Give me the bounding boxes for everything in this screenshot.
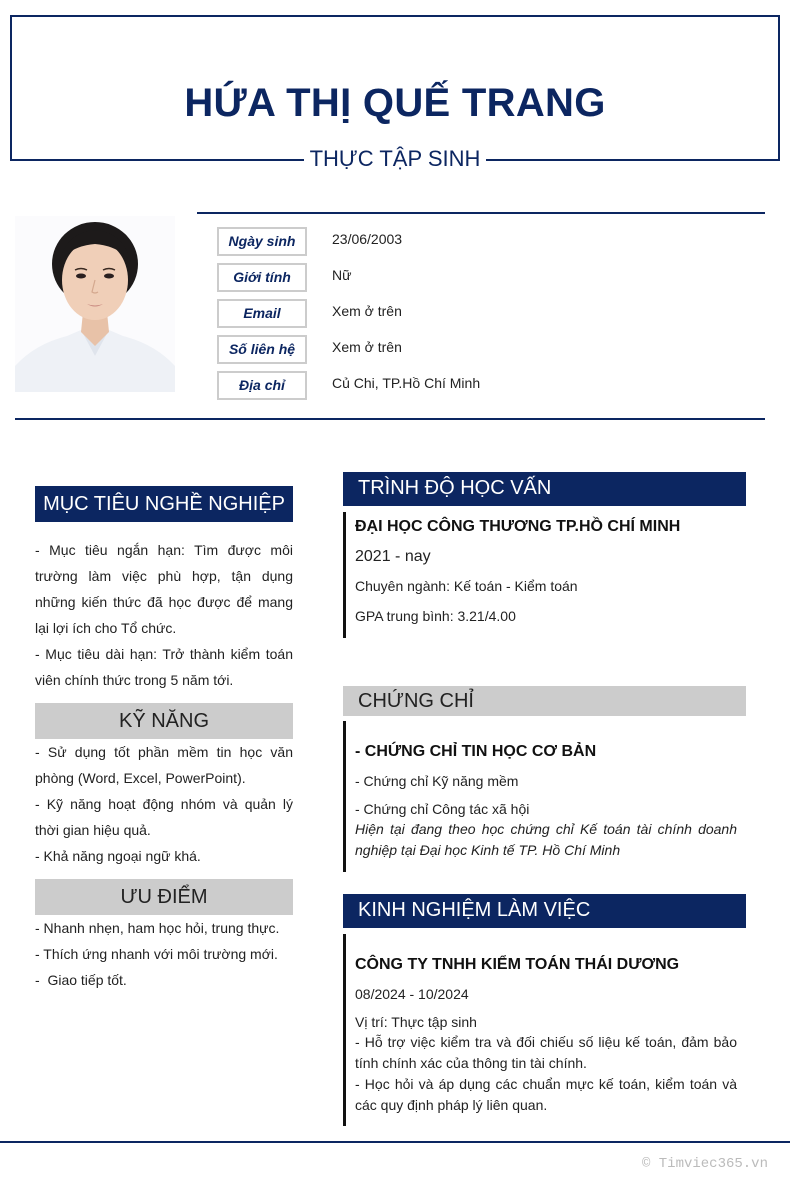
strength-item: - Giao tiếp tốt. (35, 972, 127, 988)
info-row-birthdate (217, 227, 757, 256)
skills-text (35, 739, 293, 869)
certificate-item: - Chứng chỉ Kỹ năng mềm (355, 773, 519, 789)
phone-value: Xem ở trên (332, 339, 402, 355)
phone-label: Số liên hệ (217, 335, 307, 364)
certificate-item: - Chứng chỉ Công tác xã hội (355, 801, 530, 817)
strength-item: - Nhanh nhẹn, ham học hỏi, trung thực. (35, 920, 280, 936)
skill-item: - Kỹ năng hoạt động nhóm và quản lý thời gian hiệu quả. (35, 796, 293, 838)
school-name: ĐẠI HỌC CÔNG THƯƠNG TP.HỒ CHÍ MINH (355, 518, 681, 535)
job-title: THỰC TẬP SINH (304, 146, 486, 172)
experience-duty: - Học hỏi và áp dụng các chuẩn mực kế toán, kiểm toán và các quy định pháp lý liên quan. (355, 1076, 737, 1113)
section-education-header: TRÌNH ĐỘ HỌC VẤN (343, 472, 746, 506)
company-name: CÔNG TY TNHH KIỂM TOÁN THÁI DƯƠNG (355, 956, 680, 973)
education-major: Chuyên ngành: Kế toán - Kiểm toán (355, 578, 578, 594)
objective-short-term: - Mục tiêu ngắn hạn: Tìm được môi trường làm việc phù hợp, tận dụng những kiến thức đã học được để mang lại lợi ích cho Tổ chức. (35, 542, 293, 636)
experience-block (343, 934, 746, 1126)
section-strengths-header: ƯU ĐIỂM (35, 879, 293, 915)
certificate-note: Hiện tại đang theo học chứng chỉ Kế toán tài chính doanh nghiệp tại Đại học Kinh tế TP. Hồ Chí Minh (355, 821, 737, 858)
gender-value: Nữ (332, 267, 352, 283)
experience-period: 08/2024 - 10/2024 (355, 986, 469, 1002)
certificates-block (343, 721, 746, 872)
experience-position: Vị trí: Thực tập sinh (355, 1014, 477, 1030)
address-label: Địa chỉ (217, 371, 307, 400)
education-period: 2021 - nay (355, 548, 431, 565)
skill-item: - Sử dụng tốt phần mềm tin học văn phòng (Word, Excel, PowerPoint). (35, 744, 293, 786)
objective-text (35, 537, 293, 693)
skill-item: - Khả năng ngoại ngữ khá. (35, 848, 201, 864)
email-label: Email (217, 299, 307, 328)
gender-label: Giới tính (217, 263, 307, 292)
divider-top (197, 212, 765, 214)
name-frame (10, 15, 780, 161)
address-value: Củ Chi, TP.Hồ Chí Minh (332, 375, 481, 391)
education-block (343, 512, 746, 638)
education-gpa: GPA trung bình: 3.21/4.00 (355, 608, 516, 624)
objective-long-term: - Mục tiêu dài hạn: Trở thành kiểm toán viên chính thức trong 5 năm tới. (35, 646, 293, 688)
experience-duty: - Hỗ trợ việc kiểm tra và đối chiếu số liệu kế toán, đảm bảo tính chính xác của thông tin tài chính. (355, 1034, 737, 1071)
section-objective-header: MỤC TIÊU NGHỀ NGHIỆP (35, 486, 293, 522)
section-skills-header: KỸ NĂNG (35, 703, 293, 739)
divider-profile (15, 418, 765, 420)
info-row-address (217, 371, 757, 400)
birthdate-value: 23/06/2003 (332, 231, 403, 247)
info-row-gender (217, 263, 757, 292)
section-certificates-header: CHỨNG CHỈ (343, 686, 746, 716)
info-row-phone (217, 335, 757, 364)
strengths-text (35, 915, 293, 993)
strength-item: - Thích ứng nhanh với môi trường mới. (35, 946, 278, 962)
portrait-icon (15, 216, 175, 392)
info-row-email (217, 299, 757, 328)
email-value: Xem ở trên (332, 303, 402, 319)
certificate-main: - CHỨNG CHỈ TIN HỌC CƠ BẢN (355, 743, 597, 760)
section-experience-header: KINH NGHIỆM LÀM VIỆC (343, 894, 746, 928)
birthdate-label: Ngày sinh (217, 227, 307, 256)
candidate-name: HỨA THỊ QUẾ TRANG (184, 81, 606, 125)
profile-photo (15, 216, 175, 392)
divider-footer (0, 1141, 790, 1143)
copyright-text: © Timviec365.vn (641, 1156, 768, 1172)
